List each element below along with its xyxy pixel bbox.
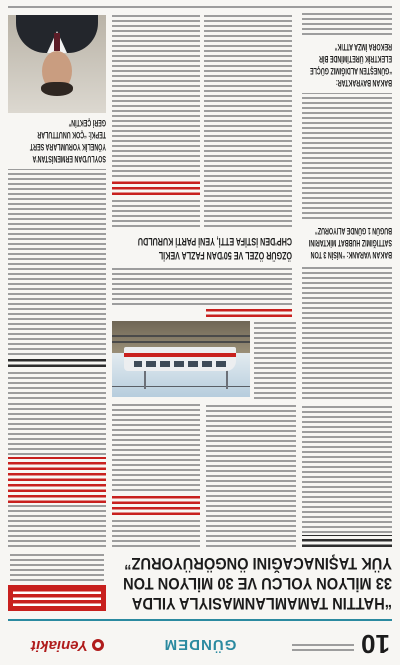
headline-line: TEPKİ: “ÇOK UNUTTULAR bbox=[37, 130, 106, 140]
section-title: GÜNDEM bbox=[163, 636, 237, 653]
body-text-column bbox=[112, 517, 200, 547]
headline-line: BUGÜN 1 GÜNDE ALIYORUZ” bbox=[315, 226, 392, 236]
body-text-column bbox=[112, 13, 200, 177]
body-text-column bbox=[302, 93, 392, 219]
bayraktar-headline bbox=[296, 39, 392, 89]
body-text-column bbox=[302, 403, 392, 533]
headline-line: BAKAN BAYRAKTAR: bbox=[335, 78, 392, 88]
headline-line: ÖZGÜR ÖZEL VE 50'DAN FAZLA VEKİL bbox=[158, 249, 292, 261]
newspaper-logo bbox=[8, 631, 104, 655]
headline-line: SOYLU'DAN ERMENİSTAN'A bbox=[32, 154, 106, 164]
train-photo bbox=[112, 321, 250, 397]
body-text-column bbox=[8, 169, 106, 355]
highlight-box-text bbox=[13, 589, 101, 606]
headline-line: “GÜNEŞTEN ALDIĞIMIZ GÜÇLE bbox=[309, 66, 392, 76]
body-text-column bbox=[254, 319, 296, 399]
headline-line: REKORA İMZA ATTIK” bbox=[334, 42, 392, 52]
logo-icon bbox=[92, 639, 104, 651]
portrait-hair bbox=[41, 82, 73, 96]
body-text-column bbox=[8, 369, 106, 399]
rail bbox=[112, 335, 250, 337]
headline-line: YÖNELİK YORUMLARA SERT bbox=[29, 142, 106, 152]
portrait-photo bbox=[8, 15, 106, 113]
train-windows bbox=[134, 361, 226, 367]
headline-line: “HATTIN TAMAMLANMASIYLA YILDA bbox=[131, 594, 392, 613]
catenary-wire bbox=[112, 386, 250, 387]
body-text-column bbox=[302, 267, 392, 399]
headline-line: GERİ ÇEKTİN” bbox=[68, 118, 106, 128]
body-text-column bbox=[206, 403, 296, 547]
header-divider bbox=[8, 619, 392, 621]
photo-caption-text bbox=[112, 267, 292, 305]
headline-line: CHP'DEN İSTİFA ETTİ, YENİ PARTİ KURULDU bbox=[137, 235, 292, 247]
article-lead bbox=[302, 535, 392, 547]
soylu-headline bbox=[8, 117, 106, 165]
headline-line: YÜK TAŞINACAĞINI ÖNGÖRÜYORUZ” bbox=[124, 554, 392, 573]
varank-headline bbox=[296, 223, 392, 261]
body-text-column bbox=[8, 505, 106, 547]
red-subheading bbox=[206, 307, 292, 317]
train-body bbox=[124, 347, 236, 371]
main-headline bbox=[110, 551, 392, 613]
train-stripe bbox=[124, 353, 236, 357]
highlight-box bbox=[8, 585, 106, 611]
ozel-headline bbox=[112, 232, 292, 262]
body-text-column bbox=[204, 13, 292, 227]
headline-line: 33 MİLYON YOLCU VE 30 MİLYON TON bbox=[123, 574, 392, 593]
red-subheading bbox=[8, 457, 106, 503]
body-text-column bbox=[302, 13, 392, 35]
page-number: 10 bbox=[361, 629, 390, 659]
red-subheading bbox=[112, 493, 200, 515]
rail bbox=[112, 341, 250, 343]
body-text-column bbox=[8, 403, 106, 455]
logo-text: Yeniakit bbox=[31, 637, 88, 654]
headline-line: SATTIĞIMIZ HUBBAT MİKTARINI bbox=[308, 238, 392, 248]
footer-text-line bbox=[8, 6, 392, 8]
body-text-column bbox=[112, 197, 200, 227]
article-lead bbox=[8, 357, 106, 367]
body-text-column bbox=[112, 403, 200, 491]
headline-line: ELEKTRİK ÜRETİMİNDE BİR bbox=[319, 54, 392, 64]
red-subheading bbox=[112, 179, 200, 195]
portrait-tie bbox=[54, 33, 60, 51]
body-text-column bbox=[10, 553, 104, 581]
headline-line: BAKAN VARANK: “NİSİN 3 TON bbox=[310, 250, 392, 260]
